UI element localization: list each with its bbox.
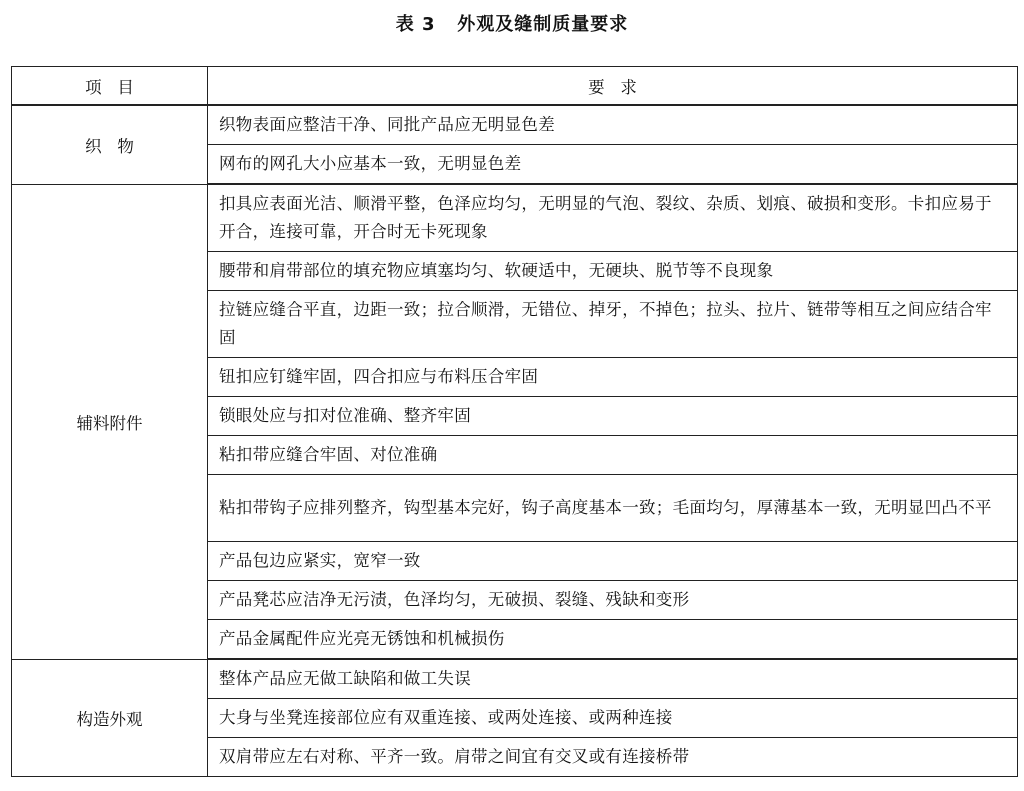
table-header-row bbox=[12, 67, 1018, 106]
requirement-cell: 整体产品应无做工缺陷和做工失误 bbox=[208, 659, 1018, 699]
requirement-cell: 拉链应缝合平直，边距一致；拉合顺滑，无错位、掉牙，不掉色；拉头、拉片、链带等相互之间应结合牢固 bbox=[208, 291, 1018, 358]
requirement-cell: 双肩带应左右对称、平齐一致。肩带之间宜有交叉或有连接桥带 bbox=[208, 738, 1018, 777]
column-header-item: 项 目 bbox=[12, 67, 208, 106]
requirement-cell: 产品凳芯应洁净无污渍，色泽均匀，无破损、裂缝、残缺和变形 bbox=[208, 581, 1018, 620]
requirement-cell: 钮扣应钉缝牢固，四合扣应与布料压合牢固 bbox=[208, 358, 1018, 397]
category-cell-fabric: 织 物 bbox=[12, 105, 208, 184]
page-title: 表 3 外观及缝制质量要求 bbox=[395, 14, 629, 35]
requirement-cell: 网布的网孔大小应基本一致，无明显色差 bbox=[208, 145, 1018, 185]
column-header-requirement: 要 求 bbox=[208, 67, 1018, 106]
requirement-cell: 大身与坐凳连接部位应有双重连接、或两处连接、或两种连接 bbox=[208, 699, 1018, 738]
requirement-cell: 织物表面应整洁干净、同批产品应无明显色差 bbox=[208, 105, 1018, 145]
category-cell-accessories: 辅料附件 bbox=[12, 184, 208, 659]
requirement-cell: 产品金属配件应光亮无锈蚀和机械损伤 bbox=[208, 620, 1018, 660]
requirement-cell: 扣具应表面光洁、顺滑平整，色泽应均匀，无明显的气泡、裂纹、杂质、划痕、破损和变形。卡扣应易于开合，连接可靠，开合时无卡死现象 bbox=[208, 184, 1018, 252]
requirement-cell: 锁眼处应与扣对位准确、整齐牢固 bbox=[208, 397, 1018, 436]
table-row bbox=[12, 105, 1018, 145]
requirement-cell: 腰带和肩带部位的填充物应填塞均匀、软硬适中，无硬块、脱节等不良现象 bbox=[208, 252, 1018, 291]
table-row bbox=[12, 184, 1018, 252]
quality-requirements-table bbox=[11, 66, 1018, 777]
table-row bbox=[12, 659, 1018, 699]
requirement-cell: 粘扣带钩子应排列整齐，钩型基本完好，钩子高度基本一致；毛面均匀，厚薄基本一致，无明显凹凸不平 bbox=[208, 475, 1018, 542]
category-cell-construction: 构造外观 bbox=[12, 659, 208, 777]
requirement-cell: 产品包边应紧实，宽窄一致 bbox=[208, 542, 1018, 581]
requirement-cell: 粘扣带应缝合牢固、对位准确 bbox=[208, 436, 1018, 475]
